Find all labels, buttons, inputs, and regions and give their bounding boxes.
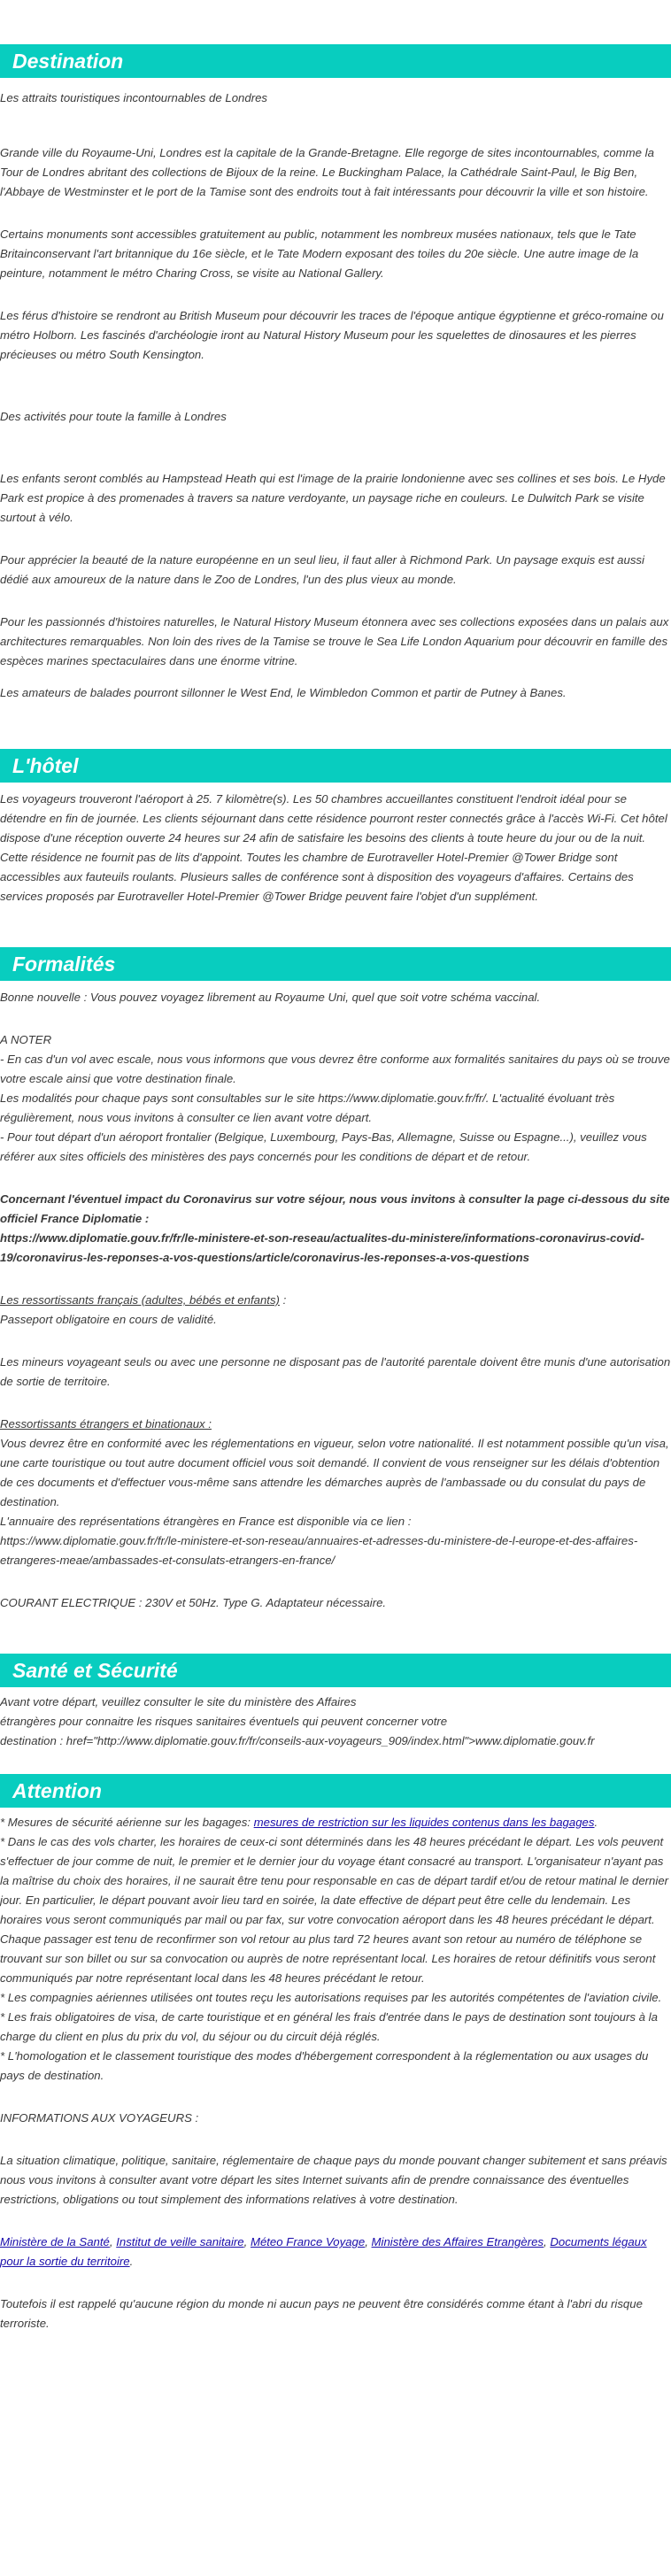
section-title-hotel: L'hôtel [0,749,671,783]
coronavirus-notice-text: Concernant l'éventuel impact du Coronavirus sur votre séjour, nous vous invitons à consulter la page ci-dessous du site officiel France Diplomatie : [0,1192,670,1225]
link-ministere-sante[interactable]: Ministère de la Santé [0,2235,110,2248]
section-title-sante: Santé et Sécurité [0,1654,671,1687]
hotel-section [0,783,671,906]
note-item: - Pour tout départ d'un aéroport frontalier (Belgique, Luxembourg, Pays-Bas, Allemagne, Suisse ou Espagne...), veuillez vous référer aux sites officiels des ministères des pays concernés pour les conditions de départ et de retour. [0,1130,647,1163]
destination-paragraph: Les férus d'histoire se rendront au British Museum pour découvrir les traces de l'époque antique égyptienne et gréco-romaine ou métro Holborn. Les fascinés d'archéologie iront au Natural History Museum pour les squelettes de dinosaures et les pierres précieuses ou métro South Kensington. [0,309,664,361]
formalites-section [0,981,671,1613]
french-nationals-title-suffix: : [279,1293,287,1307]
attention-section [0,1808,671,2333]
section-title-destination: Destination [0,44,671,78]
activities-paragraph: Pour apprécier la beauté de la nature européenne en un seul lieu, il faut aller à Richmond Park. Un paysage exquis est aussi dédié aux amoureux de la nature dans le Zoo de Londres, l'un des plus vieux au monde. [0,553,644,586]
sante-line: Avant votre départ, veuillez consulter le site du ministère des Affaires [0,1695,357,1708]
link-meteo-france-voyage[interactable]: Méteo France Voyage [250,2235,366,2248]
link-ministere-affaires-etrangeres[interactable]: Ministère des Affaires Etrangères [371,2235,544,2248]
activities-paragraph: Pour les passionnés d'histoires naturelles, le Natural History Museum étonnera avec ses collections exposées dans un palais aux architectures remarquables. Non loin des rives de la Tamise se trouve le Sea Life London Aquarium pour découvrir en famille des espèces marines spectaculaires dans une énorme vitrine. [0,615,669,667]
terrorism-notice: Toutefois il est rappelé qu'aucune région du monde ni aucun pays ne peuvent être considérés comme étant à l'abri du risque terroriste. [0,2297,643,2330]
attention-baggage-suffix: . [594,1816,598,1829]
french-nationals-passport: Passeport obligatoire en cours de validité. [0,1313,217,1326]
attention-item: * Dans le cas des vols charter, les horaires de ceux-ci sont déterminés dans les 48 heures précédant le départ. Les vols peuvent s'effectuer de jour comme de nuit, le premier et le dernier jour du voyage étant consacré au transport. L'organisateur n'ayant pas la maîtrise du choix des horaires, il ne saurait être tenu pour responsable en cas de départ tardif et/ou de retour matinal le dernier jour. En particulier, le départ pouvant avoir lieu tard en soirée, la date effective de départ peut être celle du lendemain. Les horaires vous seront communiqués par mail ou par fax, sur votre convocation aéroport dans les 48 heures précédant le départ. Chaque passager est tenu de reconfirmer son vol retour au plus tard 72 heures avant son retour au numéro de téléphone se trouvant sur son billet ou sur sa convocation ou auprès de notre représentant local. Les horaires de retour définitifs vous seront communiqués par notre représentant local dans les 48 heures précédant le retour. [0,1835,669,1985]
useful-links: Ministère de la Santé, Institut de veille sanitaire, Méteo France Voyage, Ministère des Affaires Etrangères, Documents légaux pour la sortie du territoire. [0,2235,647,2268]
info-travelers-title: INFORMATIONS AUX VOYAGEURS : [0,2111,199,2125]
section-title-formalites: Formalités [0,947,671,981]
coronavirus-link-text[interactable]: https://www.diplomatie.gouv.fr/fr/le-ministere-et-son-reseau/actualites-du-ministere/informations-coronavirus-covid-19/coronavirus-les-reponses-a-vos-questions/article/coronavirus-les-reponses-a-vos-questions [0,1231,644,1264]
french-nationals-title-text: Les ressortissants français (adultes, bébés et enfants) [0,1293,280,1307]
liquids-restriction-link[interactable]: mesures de restriction sur les liquides contenus dans les bagages [253,1816,595,1829]
destination-subtitle: Les attraits touristiques incontournables de Londres [0,91,268,104]
info-travelers-text: La situation climatique, politique, sanitaire, réglementaire de chaque pays du monde pouvant changer subitement et sans préavis nous vous invitons à consulter avant votre départ les sites Internet suivants afin de prendre connaissance des éventuelles restrictions, obligations ou tout simplement des informations relatives à votre destination. [0,2154,667,2206]
attention-baggage-prefix: * Mesures de sécurité aérienne sur les bagages: [0,1816,254,1829]
activities-paragraph: Les enfants seront comblés au Hampstead Heath qui est l'image de la prairie londonienne avec ses collines et ses bois. Le Hyde Park est propice à des promenades à travers sa nature verdoyante, un paysage riche en couleurs. Le Dulwitch Park se visite surtout à vélo. [0,472,666,524]
french-nationals-minors: Les mineurs voyageant seuls ou avec une personne ne disposant pas de l'autorité parentale doivent être munis d'une autorisation de sortie de territoire. [0,1355,671,1388]
foreign-nationals-title [0,1415,671,1434]
sante-line: destination : href="http://www.diplomatie.gouv.fr/fr/conseils-aux-voyageurs_909/index.html">www.diplomatie.gouv.fr [0,1734,595,1747]
note-item: Les modalités pour chaque pays sont consultables sur le site https://www.diplomatie.gouv.fr/fr/. L'actualité évoluant très régulièrement, nous vous invitons à consulter ce lien avant votre départ. [0,1091,615,1124]
link-institut-veille-sanitaire[interactable]: Institut de veille sanitaire [116,2235,244,2248]
destination-paragraph: Certains monuments sont accessibles gratuitement au public, notamment les nombreux musées nationaux, tels que le Tate Britainconservant l'art britannique du 16e siècle, et le Tate Modern exposant des toiles du 20e siècle. Une autre image de la peinture, notamment le métro Charing Cross, se visite au National Gallery. [0,228,639,280]
electric-current: COURANT ELECTRIQUE : 230V et 50Hz. Type G. Adaptateur nécessaire. [0,1596,387,1609]
link-documents-legaux[interactable]: Documents légaux pour la sortie du territoire [0,2235,647,2268]
destination-paragraph: Grande ville du Royaume-Uni, Londres est la capitale de la Grande-Bretagne. Elle regorge de sites incontournables, comme la Tour de Londres abritant des collections de Bijoux de la reine. Le Buckingham Palace, la Cathédrale Saint-Paul, le Big Ben, l'Abbaye de Westminster et le port de la Tamise sont des endroits tout à fait intéressants pour découvrir la ville et son histoire. [0,146,654,198]
note-item: - En cas d'un vol avec escale, nous vous informons que vous devrez être conforme aux formalités sanitaires du pays où se trouve votre escale ainsi que votre destination finale. [0,1053,670,1085]
attention-baggage [0,1813,671,1832]
attention-item: * Les compagnies aériennes utilisées ont toutes reçu les autorisations requises par les autorités compétentes de l'aviation civile. [0,1991,662,2004]
hotel-description: Les voyageurs trouveront l'aéroport à 25. 7 kilomètre(s). Les 50 chambres accueillantes constituent l'endroit idéal pour se détendre en fin de journée. Les clients séjournant dans cette résidence pourront rester connectés grâce à l'accès Wi-Fi. Cet hôtel dispose d'une réception ouverte 24 heures sur 24 afin de satisfaire les besoins des clients à toute heure du jour ou de la nuit. Cette résidence ne fournit pas de lits d'appoint. Toutes les chambre de Eurotraveller Hotel-Premier @Tower Bridge sont accessibles aux fauteuils roulants. Plusieurs salles de conférence sont à disposition des voyageurs d'affaires. Certains des services proposés par Eurotraveller Hotel-Premier @Tower Bridge peuvent faire l'objet d'un supplément. [0,792,667,903]
french-nationals-title [0,1291,671,1310]
sante-line: étrangères pour connaitre les risques sanitaires éventuels qui peuvent concerner votre [0,1715,448,1728]
formalites-intro: Bonne nouvelle : Vous pouvez voyagez librement au Royaume Uni, quel que soit votre schéma vaccinal. [0,991,541,1004]
foreign-nationals-link[interactable]: https://www.diplomatie.gouv.fr/fr/le-ministere-et-son-reseau/annuaires-et-adresses-du-ministere-de-l-europe-et-des-affaires-etrangeres-meae/ambassades-et-consulats-etrangers-en-france/ [0,1534,638,1567]
note-title: A NOTER [0,1033,52,1046]
coronavirus-notice [0,1190,671,1229]
sante-section [0,1687,671,1751]
coronavirus-link[interactable] [0,1229,671,1268]
activities-paragraph: Les amateurs de balades pourront sillonner le West End, le Wimbledon Common et partir de Putney à Banes. [0,686,567,699]
foreign-nationals-title-text: Ressortissants étrangers et binationaux : [0,1417,212,1431]
attention-item: * Les frais obligatoires de visa, de carte touristique et en général les frais d'entrée dans le pays de destination sont toujours à la charge du client en plus du prix du vol, du séjour ou du circuit déjà réglés. [0,2010,658,2043]
attention-item: * L'homologation et le classement touristique des modes d'hébergement correspondent à la réglementation ou aux usages du pays de destination. [0,2049,649,2082]
foreign-nationals-text: Vous devrez être en conformité avec les réglementations en vigueur, selon votre nationalité. Il est notamment possible qu'un visa, une carte touristique ou tout autre document officiel vous soit demandé. Il convient de vous renseigner sur les délais d'obtention de ces documents et d'effectuer vous-même sans attendre les démarches auprès de l'ambassade ou du consulat du pays de destination. [0,1437,669,1508]
activities-subtitle: Des activités pour toute la famille à Londres [0,410,227,423]
destination-section [0,78,671,703]
foreign-nationals-directory: L'annuaire des représentations étrangères en France est disponible via ce lien : [0,1515,412,1528]
section-title-attention: Attention [0,1774,671,1808]
